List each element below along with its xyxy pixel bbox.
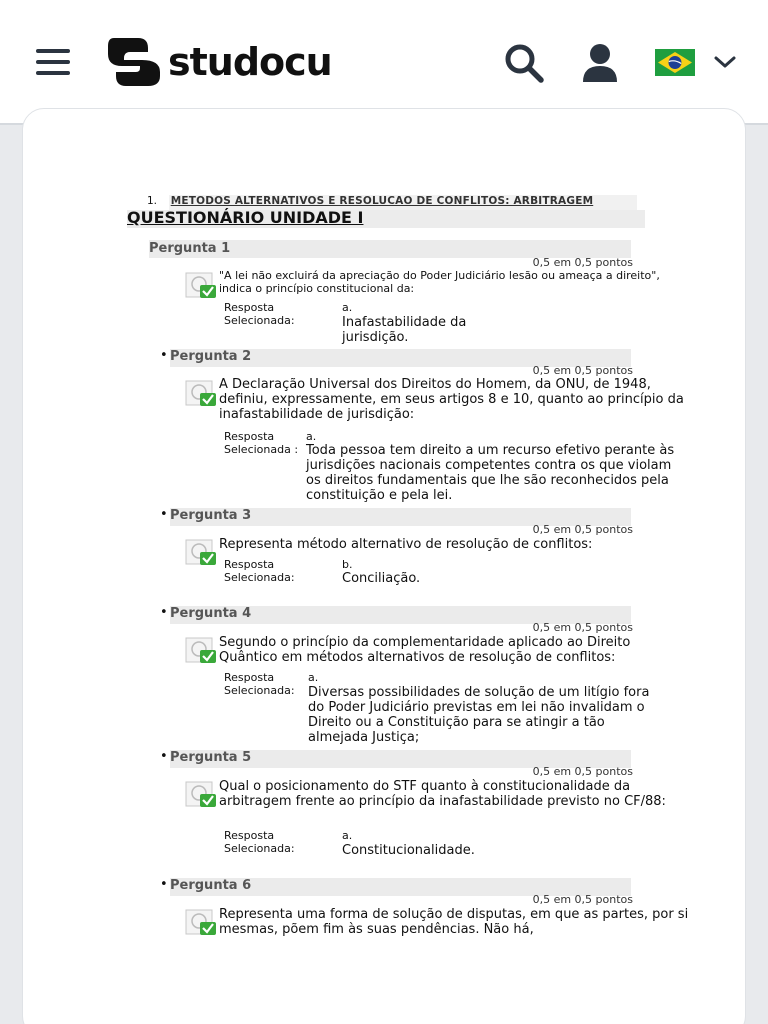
question-label: Pergunta 1 [149, 241, 231, 256]
document-preview-card [22, 108, 746, 1024]
studocu-logo-icon [104, 36, 162, 88]
document-title: QUESTIONÁRIO UNIDADE I [127, 208, 364, 227]
question-points: 0,5 em 0,5 pontos [532, 523, 633, 536]
question-label: Pergunta 6 [170, 878, 252, 893]
question-label: Pergunta 2 [170, 349, 252, 364]
answer-letter: a. [342, 829, 353, 842]
question-label: Pergunta 4 [170, 606, 252, 621]
question-text: A Declaração Universal dos Direitos do Homem, da ONU, de 1948, definiu, expressamente, em seus artigos 8 e 10, quanto ao princípio da inafastabilidade de jurisdição: [219, 377, 684, 422]
question-points: 0,5 em 0,5 pontos [532, 765, 633, 778]
question-points: 0,5 em 0,5 pontos [532, 621, 633, 634]
question-points: 0,5 em 0,5 pontos [532, 893, 633, 906]
question-points: 0,5 em 0,5 pontos [532, 364, 633, 377]
selected-answer: Toda pessoa tem direito a um recurso efetivo perante às jurisdições nacionais competentes contra os que violam os direitos fundamentais que lhe são reconhecidos pela constituição e pela lei. [306, 443, 675, 503]
question-label: Pergunta 5 [170, 750, 252, 765]
list-bullet: • [160, 749, 168, 764]
answer-label: Resposta Selecionada: [224, 671, 295, 697]
answer-letter: a. [342, 301, 353, 314]
selected-answer: Diversas possibilidades de solução de um litígio fora do Poder Judiciário previstas em lei não invalidam o Direito ou a Constituição para se atingir a tão almejada Justiça; [308, 685, 650, 745]
studocu-logo[interactable] [104, 36, 332, 88]
answer-label: Resposta Selecionada: [224, 829, 295, 855]
hamburger-menu-icon[interactable] [36, 47, 70, 77]
list-bullet: • [160, 507, 168, 522]
correct-answer-icon [185, 908, 217, 936]
answer-label: Resposta Selecionada: [224, 301, 295, 327]
brazil-flag-icon[interactable] [655, 49, 695, 76]
question-text: Representa uma forma de solução de disputas, em que as partes, por si mesmas, põem fim às suas pendências. Não há, [219, 907, 689, 937]
question-points: 0,5 em 0,5 pontos [532, 256, 633, 269]
course-title: METODOS ALTERNATIVOS E RESOLUCAO DE CONFLITOS: ARBITRAGEM [170, 195, 594, 207]
course-heading [147, 195, 593, 207]
list-bullet: • [160, 877, 168, 892]
document-page [23, 109, 746, 1024]
user-icon[interactable] [581, 42, 619, 84]
correct-answer-icon [185, 379, 217, 407]
question-label: Pergunta 3 [170, 508, 252, 523]
correct-answer-icon [185, 636, 217, 664]
course-number: 1. [147, 195, 158, 207]
selected-answer: Conciliação. [342, 571, 421, 586]
correct-answer-icon [185, 780, 217, 808]
question-text: Qual o posicionamento do STF quanto à constitucionalidade da arbitragem frente ao princípio da inafastabilidade previsto no CF/88: [219, 779, 666, 809]
answer-letter: a. [308, 671, 319, 684]
selected-answer: Inafastabilidade da jurisdição. [342, 315, 467, 345]
correct-answer-icon [185, 271, 217, 299]
brand-name: studocu [168, 40, 332, 84]
top-navigation-bar [0, 0, 768, 125]
answer-label: Resposta Selecionada : [224, 430, 299, 456]
selected-answer: Constitucionalidade. [342, 843, 475, 858]
correct-answer-icon [185, 538, 217, 566]
answer-label: Resposta Selecionada: [224, 558, 295, 584]
answer-letter: a. [306, 430, 317, 443]
list-bullet: • [160, 605, 168, 620]
question-text: "A lei não excluirá da apreciação do Poder Judiciário lesão ou ameaça a direito", indica o princípio constitucional da: [219, 269, 660, 295]
search-icon[interactable] [503, 42, 545, 84]
chevron-down-icon[interactable] [713, 54, 737, 70]
question-text: Representa método alternativo de resolução de conflitos: [219, 537, 593, 552]
question-text: Segundo o princípio da complementaridade aplicado ao Direito Quântico em métodos alternativos de resolução de conflitos: [219, 635, 631, 665]
list-bullet: • [160, 348, 168, 363]
answer-letter: b. [342, 558, 353, 571]
